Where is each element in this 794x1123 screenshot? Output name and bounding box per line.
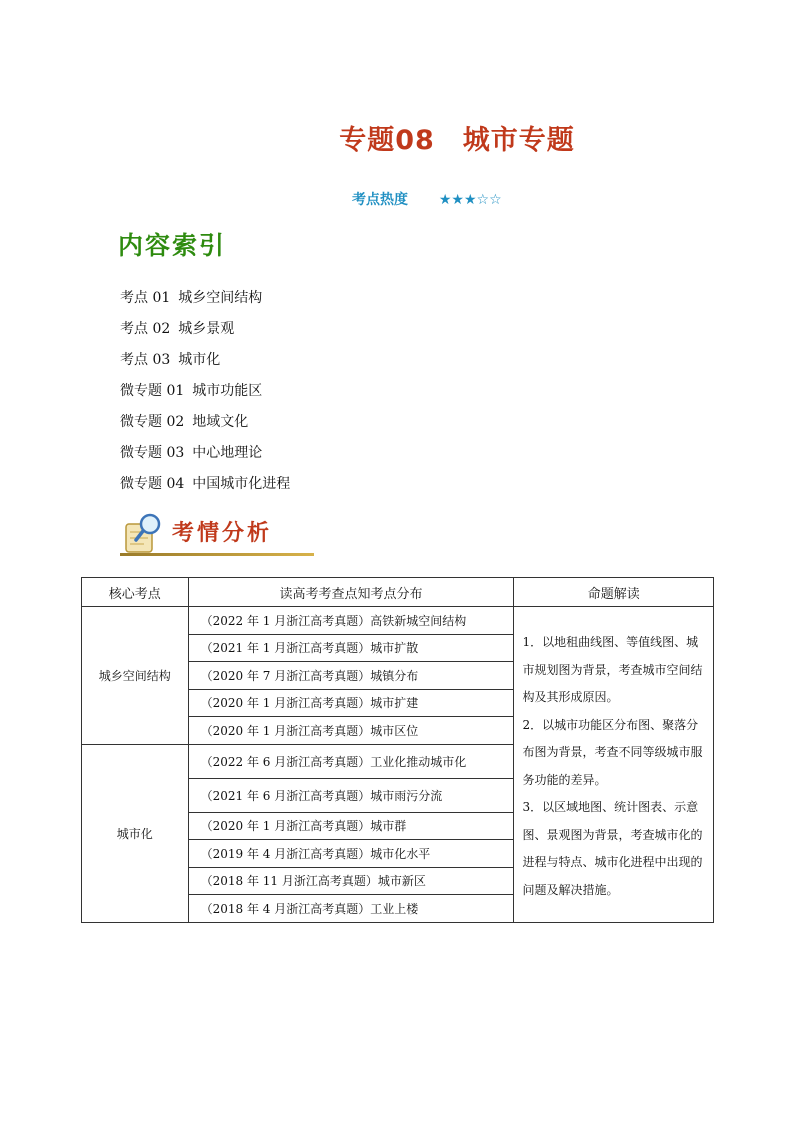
exam-item-cell: （2020 年 1 月浙江高考真题）城市扩建 bbox=[188, 689, 514, 717]
heat-rating bbox=[352, 189, 502, 209]
toc-item[interactable]: 微专题 01 城市功能区 bbox=[120, 383, 263, 399]
toc-item[interactable]: 微专题 04 中国城市化进程 bbox=[120, 476, 291, 492]
toc-item[interactable]: 考点 03 城市化 bbox=[120, 352, 221, 368]
heat-label: 考点热度 bbox=[352, 192, 408, 208]
exam-item-cell: （2020 年 7 月浙江高考真题）城镇分布 bbox=[188, 662, 514, 690]
magnifier-notepad-icon bbox=[120, 510, 168, 556]
category-cell: 城市化 bbox=[82, 744, 189, 922]
page-title: 专题08 城市专题 bbox=[339, 125, 575, 156]
interpretation-item: 2．以城市功能区分布图、聚落分布图为背景，考查不同等级城市服务功能的差异。 bbox=[522, 717, 703, 787]
heat-stars: ★★★☆☆ bbox=[438, 192, 502, 208]
exam-item-cell: （2021 年 6 月浙江高考真题）城市雨污分流 bbox=[188, 778, 514, 812]
content-index-heading: 内容索引 bbox=[118, 231, 227, 260]
exam-item-cell: （2020 年 1 月浙江高考真题）城市群 bbox=[188, 812, 514, 840]
table-row bbox=[82, 607, 714, 635]
table-of-contents bbox=[120, 287, 290, 504]
category-cell: 城乡空间结构 bbox=[82, 607, 189, 745]
interpretation-item: 1．以地租曲线图、等值线图、城市规划图为背景，考查城市空间结构及其形成原因。 bbox=[522, 635, 703, 704]
exam-item-cell: （2019 年 4 月浙江高考真题）城市化水平 bbox=[188, 840, 514, 868]
column-header: 核心考点 bbox=[82, 578, 189, 607]
column-header: 命题解读 bbox=[514, 578, 714, 607]
interpretation-cell bbox=[514, 607, 714, 923]
analysis-heading-text: 考情分析 bbox=[172, 521, 273, 546]
analysis-table bbox=[81, 577, 714, 923]
toc-item[interactable]: 考点 01 城乡空间结构 bbox=[120, 290, 263, 306]
exam-item-cell: （2018 年 11 月浙江高考真题）城市新区 bbox=[188, 867, 514, 895]
toc-item[interactable]: 考点 02 城乡景观 bbox=[120, 321, 235, 337]
exam-item-cell: （2022 年 1 月浙江高考真题）高铁新城空间结构 bbox=[188, 607, 514, 635]
analysis-heading bbox=[120, 510, 314, 558]
heading-underline bbox=[120, 553, 314, 556]
toc-item[interactable]: 微专题 03 中心地理论 bbox=[120, 445, 263, 461]
exam-item-cell: （2018 年 4 月浙江高考真题）工业上楼 bbox=[188, 895, 514, 923]
toc-item[interactable]: 微专题 02 地域文化 bbox=[120, 414, 249, 430]
exam-item-cell: （2020 年 1 月浙江高考真题）城市区位 bbox=[188, 717, 514, 745]
exam-item-cell: （2022 年 6 月浙江高考真题）工业化推动城市化 bbox=[188, 744, 514, 778]
column-header: 读高考考查点知考点分布 bbox=[188, 578, 514, 607]
table-header-row bbox=[82, 578, 714, 607]
exam-item-cell: （2021 年 1 月浙江高考真题）城市扩散 bbox=[188, 634, 514, 662]
interpretation-item: 3．以区域地图、统计图表、示意图、景观图为背景，考查城市化的进程与特点、城市化进程中出现的问题及解决措施。 bbox=[522, 800, 703, 897]
